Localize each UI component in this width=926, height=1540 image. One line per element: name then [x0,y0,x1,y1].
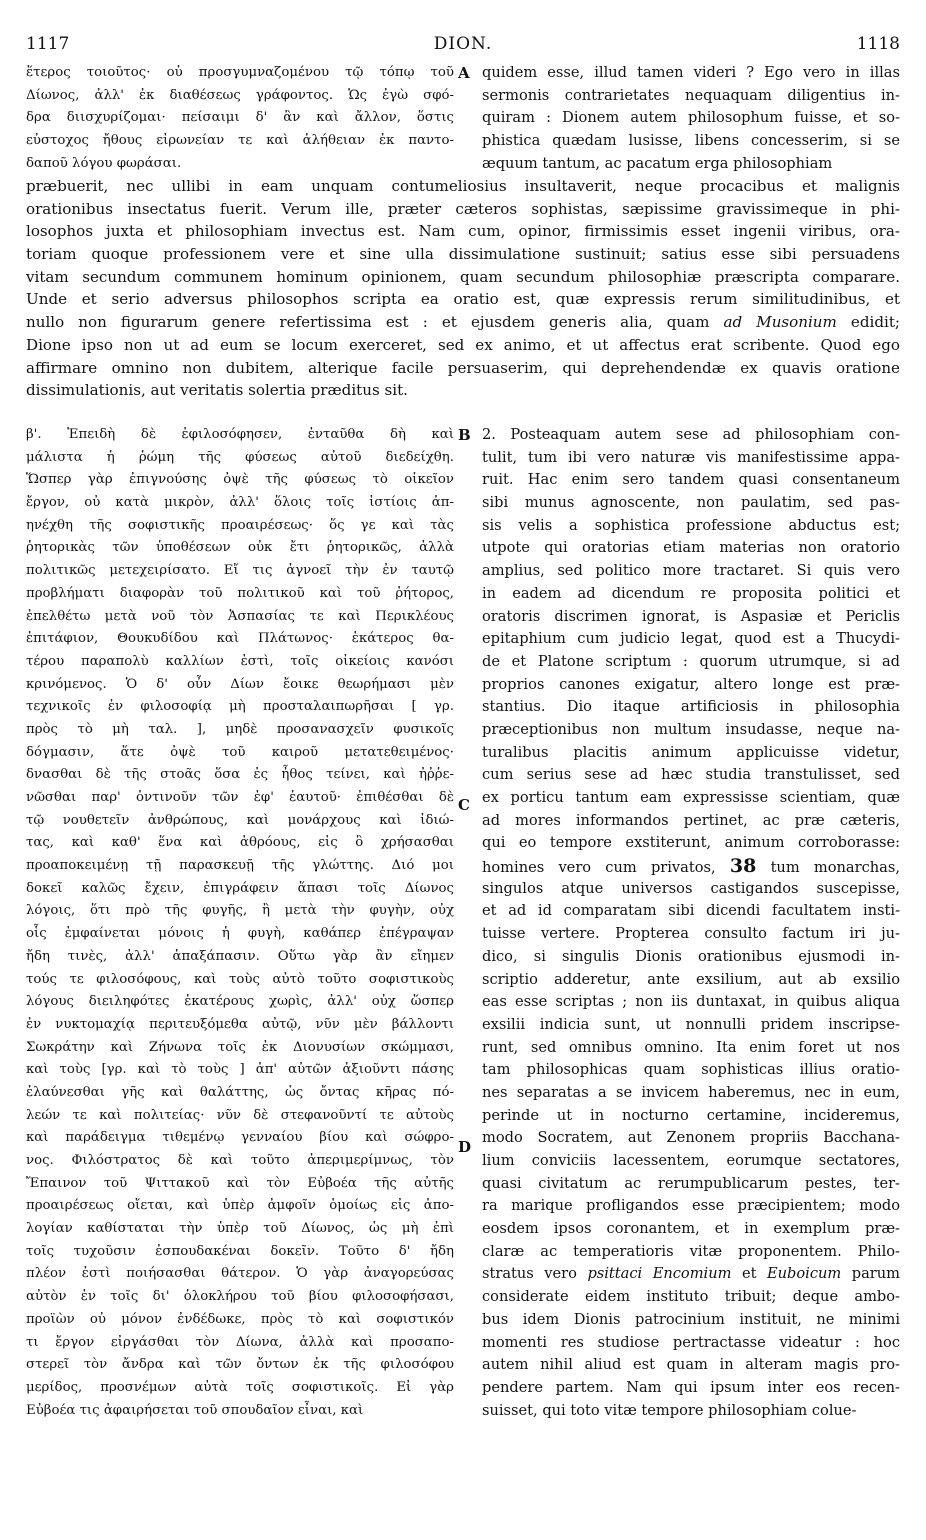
text-line: πρὸς τὸ μὴ ταλ. ], μηδὲ προσανασχεῖν φυσικοῖς [26,721,454,737]
page-number-left: 1117 [26,34,70,54]
text-line: δοκεῖ καλῶς ἔχειν, ἐπιγράφειν ἅπασι τοῖς Δίωνος [26,880,454,896]
text-line: quasi civitatum ac rerumpublicarum pestes, ter- [482,1174,900,1192]
text-line [26,311,900,334]
text-line: scriptio adderetur, ante exsilium, aut ab exsilio [482,970,900,988]
text-line: ἐν νυκτομαχίᾳ περιτευξόμεθα αὐτῷ, νῦν μὲν βάλλοντι [26,1016,454,1032]
text-line: Ἔπαινον τοῦ Ψιττακοῦ καὶ τὸν Εὐβοέα τῆς αὐτῆς [26,1175,454,1191]
text-line: Dione ipso non ut ad eum se locum exerceret, sed ex animo, et ut affectus erat scribente. Quod ego [26,335,900,354]
text-line: suisset, qui toto vitæ tempore philosophiam colue- [482,1401,857,1419]
text-segment: homines vero cum privatos, [482,859,730,877]
text-line: καὶ τοὺς [γρ. καὶ τὸ τοὺς ] ἀπ' αὐτῶν ἀξιοῦντι πάσης [26,1062,454,1078]
text-line: autem nihil aliud est quam in alteram magis pro- [482,1356,900,1374]
text-line: ra marique profligandos esse præcipientem; modo [482,1197,900,1215]
text-segment: stratus vero [482,1265,588,1283]
text-line: δρα διισχυρίζομαι· πείσαιμι δ' ἂν καὶ ἄλλον, ὅστις [26,110,454,126]
text-line: νος. Φιλόστρατος δὲ καὶ τοῦτο ἀπεριμερίμνως, τὸν [26,1153,454,1168]
text-line: τας, καὶ καθ' ἕνα καὶ ἀθρόους, εἰς ὃ χρήσασθαι [26,835,454,851]
text-line: τοῖς τυχοῦσιν ἐσπουδακέναι δοκεῖν. Τοῦτο δ' ἤδη [26,1243,454,1259]
text-line: πολιτικῶς μετεχειρίσατο. Εἴ τις ἀγνοεῖ τὴν ἐν ταυτῷ [26,563,454,579]
margin-marker-b: B [458,426,471,444]
text-line: λόγους διειληφότες ἑκατέρους χωρὶς, ἀλλ' οὐχ ὥσπερ [26,994,454,1010]
text-line: μερίδος, προσνέμων αὐτὰ τοῖς σοφιστικοῖς. Εἰ γὰρ [26,1379,454,1395]
page-number-right: 1118 [856,34,900,54]
text-line: de et Platone scriptum : quorum utrumque, si ad [482,652,900,670]
text-line: Ὥσπερ γὰρ ἐπιγνούσης ὀψὲ τῆς φύσεως τὸ οἰκεῖον [26,472,454,488]
text-line: quidem esse, illud tamen videri ? Ego vero in illas [482,64,900,81]
italic-title: psittaci Encomium [587,1265,732,1283]
text-line: β'. Ἐπειδὴ δὲ ἐφιλοσόφησεν, ἐνταῦθα δὴ καὶ [26,427,454,442]
text-line: nes separatas a se invicem haberemus, nec in eum, [482,1083,900,1101]
text-line: καὶ παράδειγμα τιθεμένῳ γενναίου βίου καὶ σώφρο- [26,1130,454,1146]
text-line: claræ ac temperatioris vitæ proponentem. Philo- [482,1242,900,1260]
text-line: singulos atque universos castigandos suscepisse, [482,879,900,897]
text-line: vitam secundum communem hominum opinionem, quam secundum philosophiæ præscripta comparare. [26,267,900,286]
text-line: δόγμασιν, ἅτε ὀψὲ τοῦ καιροῦ μετατεθειμένος· [26,744,454,760]
text-line: stantius. Dio itaque artificiosis in philosophia [482,698,900,716]
text-line: κρινόμενος. Ὁ δ' οὖν Δίων ἔοικε θεωρήμασι μὲν [26,676,454,692]
text-line: Unde et serio adversus philosophos scripta ea oratio est, quæ expressis rerum similitudinibus, et [26,290,900,309]
running-title: DION. [433,34,493,54]
text-line: utpote qui oratorias etiam materias non oratorio [482,539,900,557]
text-line: lium conviciis lacessentem, eorumque sectatores, [482,1152,900,1169]
text-line: exsilii indicia sunt, ut nonnulli pridem inscripse- [482,1015,900,1033]
text-line: ἕτερος τοιοῦτος· οὐ προσγυμναζομένου τῷ τόπῳ τοῦ [26,65,454,80]
text-line: Σωκράτην καὶ Ζήνωνα τοῖς ἐκ Διονυσίων σκώμμασι, [26,1039,454,1055]
text-line: et ad id comparatam sibi dicendi facultatem insti- [482,902,900,920]
text-segment: et [731,1265,767,1283]
text-segment: parum [841,1265,900,1283]
text-line: λογίαν καθίσταται τὴν ὑπὲρ τοῦ Δίωνος, ὡς μὴ ἐπὶ [26,1221,454,1237]
text-line: phistica quædam lusisse, libens concesserim, si se [482,132,900,150]
greek-column-main [26,424,454,1422]
text-line [482,855,900,878]
text-line: τι ἔργον εἰργάσθαι τὸν Δίωνα, ἀλλὰ καὶ προσαπο- [26,1334,454,1350]
text-line: æquum tantum, ac pacatum erga philosophiam [482,154,833,172]
text-line: προαποκειμένῃ τῇ παρασκευῇ τῆς γλώττης. Διό μοι [26,858,454,874]
latin-column-intro [482,62,900,175]
text-line: προβλήματι διαφορὰν τοῦ πολιτικοῦ καὶ τοῦ ῥήτορος, [26,585,454,601]
text-line: τέρου παραπολὺ καλλίων ἐστὶ, τοῖς οἰκείοις κανόσι [26,653,454,669]
italic-title: Euboicum [766,1265,842,1283]
text-segment: tum monarchas, [756,859,900,877]
text-line: præceptionibus non multum insudasse, neque na- [482,720,900,738]
text-line: tam philosophicas quam sophisticas illius oratio- [482,1061,900,1079]
text-line: 2. Posteaquam autem sese ad philosophiam con- [482,426,900,443]
text-line: sibi munus agnoscente, non paulatim, sed pas- [482,494,900,512]
text-line: quiram : Dionem autem philosophum fuisse, et so- [482,109,900,127]
text-line: dissimulationis, aut veritatis solertia præditus sit. [26,381,408,400]
text-line: μάλιστα ἡ ῥώμη τῆς φύσεως αὐτοῦ διεδείχθη. [26,449,454,465]
text-line: præbuerit, nec ullibi in eam unquam contumeliosius insultaverit, neque procacibus et malignis [26,177,900,195]
section-intro [26,62,900,178]
text-line: sis velis a sophistica professione abductus est; [482,516,900,534]
column-number: 38 [729,855,757,878]
text-line: pendere partem. Nam qui ipsum inter eos recen- [482,1378,900,1396]
text-line: πλέον ἐστὶ ποιήσασθαι θάτερον. Ὁ γὰρ ἀναγορεύσας [26,1266,454,1282]
section-main [26,424,900,1524]
text-line: dico, si singulis Dionis orationibus ejusmodi in- [482,947,900,965]
margin-marker-c: C [458,796,470,814]
text-line: proprios canones exigatur, altero longe est præ- [482,675,900,693]
text-line: οἷς ἐμφαίνεται μόνοις ἡ φυγὴ, καθάπερ ἐπέγραψαν [26,926,454,942]
text-line: affirmare omnino non dubitem, alterique facile persuaserim, qui deprehendendæ ex quavis oratione [26,358,900,377]
text-line: tuisse vertere. Propterea consulto factum iri ju- [482,925,900,943]
text-line: amplius, sed politico more tractaret. Si quis vero [482,562,900,580]
text-line: αὐτὸν ἐν τοῖς δι' ὁλοκλήρου τοῦ βίου φιλοσοφήσασι, [26,1289,454,1305]
text-line: cum serius sese ad hæc studia transtulisset, sed [482,766,900,784]
text-line: runt, sed omnibus omnino. Ita enim foret ut nos [482,1038,900,1056]
text-line: προαιρέσεως οἴεται, καὶ ὑπὲρ ἀμφοῖν ὁμοίως εἰς ἀπο- [26,1198,454,1214]
text-line: turalibus placitis animum applicuisse videtur, [482,743,900,761]
text-line: eosdem ipsos coronantem, et in exemplum præ- [482,1220,900,1238]
latin-column-main [482,424,900,1422]
text-line: ἐλαύνεσθαι γῆς καὶ θαλάττης, ὡς ὄντας κῆρας πό- [26,1084,454,1100]
text-line: modo Socratem, aut Zenonem propriis Bacchana- [482,1129,900,1147]
text-line: ἐπιτάφιον, Θουκυδίδου καὶ Πλάτωνος· ἑκάτερος θα- [26,631,454,647]
text-line: ηνέχθη τῆς σοφιστικῆς προαιρέσεως· ὅς γε καὶ τὰς [26,517,454,533]
text-line: sermonis contrarietates nequaquam diligentius in- [482,86,900,104]
text-line: momenti res studiose pertractasse videatur : hoc [482,1333,900,1351]
greek-column-intro [26,62,454,175]
latin-full-paragraph [26,175,900,402]
text-line: ἐπελθέτω μετὰ νοῦ τὸν Ἀσπασίας τε καὶ Περικλέους [26,608,454,624]
text-line: eas esse scriptas ; non iis duntaxat, in quibus aliqua [482,993,900,1011]
page-header [26,34,900,58]
text-line: λεών τε καὶ πολιτείας· νῦν δὲ στεφανοῦντί τε αὐτοὺς [26,1107,454,1123]
text-line: ἤδη τινὲς, ἀλλ' ἁπαξάπασιν. Οὕτω γὰρ ἂν εἴημεν [26,948,454,964]
text-line: εὐστοχος ἤθους εἰρωνείαν τε καὶ ἀλήθειαν ἐκ παντο- [26,133,454,149]
text-line: considerate eidem instituto tribuit; deque ambo- [482,1288,900,1306]
text-line: tulit, tum ibi vero naturæ vis manifestissime appa- [482,448,900,466]
text-line: orationibus insectatus fuerit. Verum ille, præter cæteros sophistas, sæpissime gravissimeque in phi- [26,199,900,218]
text-segment: nullo non figurarum genere refertissima est : et ejusdem generis alia, quam [26,313,724,332]
text-line: in eadem ad dicendum re proposita politici et [482,584,900,602]
margin-marker-a: A [458,64,470,82]
text-line [482,1263,900,1286]
text-line: qui eo tempore exstiterunt, animum corroborasse: [482,834,900,852]
text-segment: edidit; [836,313,900,332]
text-line: ῥητορικὰς τῶν ὑποθέσεων οὐκ ἔτι ῥητορικῶς, ἀλλὰ [26,540,454,556]
text-line: perinde ut in nocturno certamine, incideremus, [482,1106,900,1124]
text-line: δαποῦ λόγου φωράσαι. [26,155,182,171]
text-line: Δίωνος, ἀλλ' ἐκ διαθέσεως γράφοντος. Ὡς ἐγὼ σφό- [26,87,454,103]
text-line: losophos juxta et philosophiam invectus est. Nam cum, opinor, firmissimis esset ingenii viribus, ora- [26,222,900,241]
italic-title: ad Musonium [723,313,837,332]
text-line: δνασθαι δὲ τῆς στοᾶς ὅσα ἐς ἦθος τείνει, καὶ ἠῤῥε- [26,767,454,783]
text-line: ruit. Hac enim sero tandem quasi consentaneum [482,471,900,489]
text-line: ex porticu tantum eam expressisse scientiam, quæ [482,789,900,806]
text-line: στερεῖ τὸν ἄνδρα καὶ τῶν ὄντων ἐκ τῆς φιλοσόφου [26,1357,454,1373]
text-line: toriam quoque professionem vere et sine ulla dissimulatione sustinuit; satius esse sibi persuadens [26,245,900,264]
text-line: τεχνικοῖς ἐν φιλοσοφίᾳ μὴ προσταλαιπωρῆσαι [ γρ. [26,699,454,715]
text-line: τούς τε φιλοσόφους, καὶ τοὺς αὐτὸ τοῦτο σοφιστικοὺς [26,971,454,987]
text-line: λόγοις, ὅτι πρὸ τῆς φυγῆς, ἢ μετὰ τὴν φυγὴν, οὐχ [26,903,454,919]
text-line: ad mores informandos pertinet, ac præ cæteris, [482,811,900,829]
text-line: bus idem Dionis patrocinium instituit, ne minimi [482,1310,900,1328]
margin-marker-d: D [458,1138,472,1156]
text-line: νῶσθαι παρ' ὀντινοῦν τῶν ἐφ' ἑαυτοῦ· ἐπιθέσθαι δὲ [26,790,454,805]
text-line: ἔργον, οὐ κατὰ μικρὸν, ἀλλ' ὅλοις τοῖς ἱστίοις ἀπ- [26,495,454,511]
text-line: Εὐβοέα τις ἀφαιρήσεται τοῦ σπουδαῖον εἶναι, καὶ [26,1402,364,1418]
text-line: τῷ νουθετεῖν ἀνθρώπους, καὶ μονάρχους καὶ ἰδιώ- [26,812,454,828]
text-line: epitaphium cum judicio legat, quod est a Thucydi- [482,630,900,648]
text-line: προϊὼν οὐ μόνον ἐνδέδωκε, πρὸς τὸ καὶ σοφιστικόν [26,1311,454,1327]
text-line: oratoris discrimen ignorat, is Aspasiæ et Periclis [482,607,900,625]
